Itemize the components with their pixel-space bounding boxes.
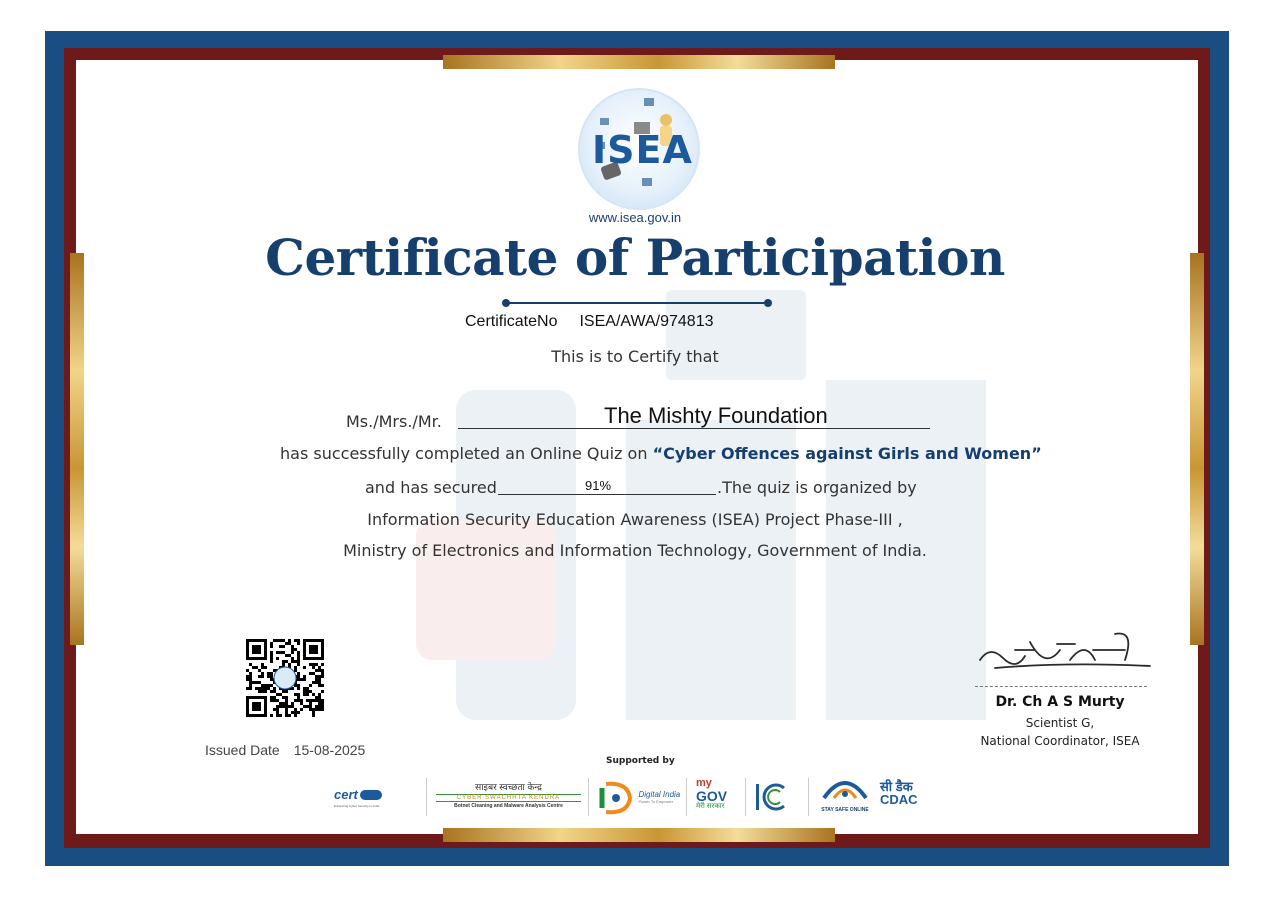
- digital-india-icon: [598, 778, 634, 816]
- sponsor-divider: [808, 778, 809, 816]
- certificate-number: [465, 313, 713, 331]
- qr-code[interactable]: [246, 639, 324, 717]
- certin-logo-text: cert: [334, 787, 358, 802]
- title-divider: [500, 296, 775, 310]
- certificate-number-label: CertificateNo: [465, 313, 558, 330]
- gold-accent-bottom: [443, 828, 835, 842]
- gold-accent-top: [443, 55, 835, 69]
- qr-code-graphic: [246, 639, 324, 717]
- organized-text: .The quiz is organized by: [717, 478, 917, 497]
- stay-safe-online-logo: [816, 772, 874, 813]
- gold-accent-right: [1190, 253, 1204, 645]
- signature: [975, 620, 1155, 680]
- cdac-text: CDAC: [880, 792, 918, 807]
- cdac-hindi: सी डैक: [880, 779, 913, 794]
- certin-logo-mark: [360, 790, 382, 800]
- csk-name: CYBER SWACHHTA KENDRA: [436, 794, 581, 802]
- quiz-title: “Cyber Offences against Girls and Women”: [652, 444, 1042, 463]
- sponsor-divider: [426, 778, 427, 816]
- qr-center-logo: [274, 667, 296, 689]
- mygov-my: my: [696, 777, 712, 789]
- digital-india-logo: [598, 778, 680, 816]
- stay-safe-text: STAY SAFE ONLINE: [821, 807, 869, 813]
- sponsor-divider: [745, 778, 746, 816]
- certificate-number-value: ISEA/AWA/974813: [579, 313, 714, 330]
- quiz-line: [280, 444, 1042, 463]
- ic-logo-icon: [754, 780, 800, 814]
- signature-line: [975, 686, 1147, 687]
- sponsor-divider: [588, 778, 589, 816]
- certificate-title: Certificate of Participation: [265, 228, 1005, 287]
- recipient-name: The Mishty Foundation: [604, 403, 828, 428]
- cyber-swachhta-kendra-logo: [436, 780, 581, 809]
- certin-logo: [334, 786, 382, 808]
- digital-india-text: Digital India: [638, 790, 681, 799]
- signatory-title: Scientist G,: [1025, 716, 1095, 730]
- cdac-logo: [880, 780, 918, 806]
- csk-sub: Botnet Cleaning and Malware Analysis Centre: [454, 803, 563, 809]
- gold-accent-left: [70, 253, 84, 645]
- salutation: Ms./Mrs./Mr.: [346, 412, 442, 431]
- score-value: 91%: [585, 478, 612, 493]
- sponsor-divider: [686, 778, 687, 816]
- issued-date: [205, 742, 365, 758]
- secured-text: and has secured: [365, 478, 497, 497]
- issued-date-value: 15-08-2025: [293, 742, 366, 758]
- digital-india-tagline: Power To Empower: [638, 799, 674, 804]
- score-underline: [498, 494, 716, 495]
- signatory-name: Dr. Ch A S Murty: [995, 694, 1125, 710]
- csk-hindi: साइबर स्वच्छता केन्द्र: [475, 782, 542, 792]
- website-url[interactable]: www.isea.gov.in: [588, 210, 682, 225]
- mygov-hindi: मेरी सरकार: [696, 803, 725, 810]
- org-line-2: Ministry of Electronics and Information Technology, Government of India.: [343, 541, 927, 560]
- mygov-logo: [696, 778, 727, 810]
- stay-safe-icon: [816, 772, 874, 802]
- isea-logo-text: ISEA: [592, 128, 693, 172]
- certin-tagline: Enhancing Cyber Security in India: [334, 804, 380, 808]
- org-line-1: Information Security Education Awareness (ISEA) Project Phase-III ,: [367, 510, 903, 529]
- signatory-role: National Coordinator, ISEA: [980, 734, 1140, 748]
- supported-by-label: Supported by: [606, 756, 675, 766]
- ic-logo: [754, 780, 800, 819]
- issued-date-label: Issued Date: [205, 742, 280, 758]
- mygov-gov: GOV: [696, 788, 728, 804]
- completed-text: has successfully completed an Online Quiz on: [280, 444, 648, 463]
- certify-line: This is to Certify that: [551, 347, 719, 366]
